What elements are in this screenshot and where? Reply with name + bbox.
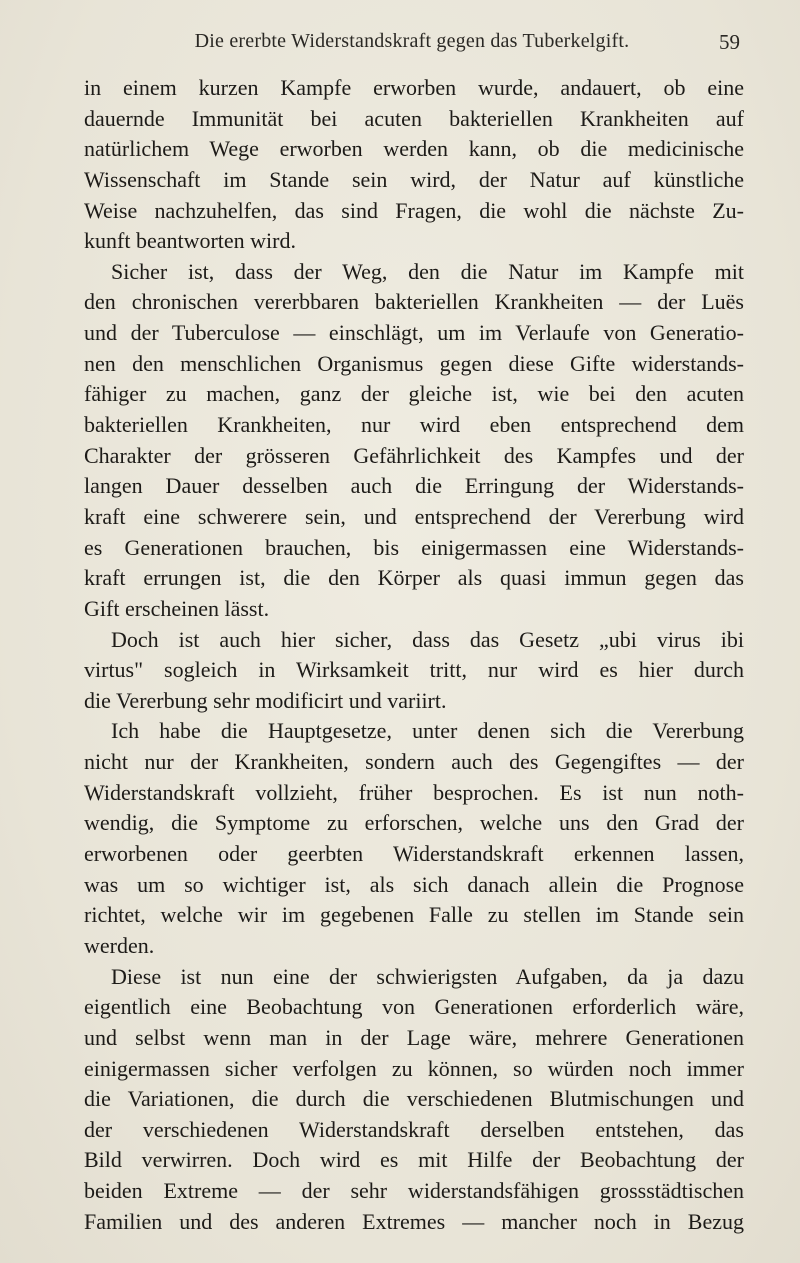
text-line: Sicher ist, dass der Weg, den die Natur im Kampfe mit xyxy=(111,258,744,284)
text-line: Gift erscheinen lässt. xyxy=(84,595,270,621)
text-line: Charakter der grösseren Gefährlichkeit des Kampfes und der xyxy=(84,442,744,468)
running-head xyxy=(84,30,740,56)
text-line: kunft beantworten wird. xyxy=(84,228,296,254)
text-line: richtet, welche wir im gegebenen Falle zu stellen im Stande sein xyxy=(84,902,744,928)
text-line: kraft eine schwerere sein, und entsprechend der Vererbung wird xyxy=(84,503,744,529)
text-line: virtus" sogleich in Wirksamkeit tritt, nur wird es hier durch xyxy=(84,657,744,683)
text-line: die Variationen, die durch die verschiedenen Blutmischungen und xyxy=(84,1086,744,1112)
text-line: wendig, die Symptome zu erforschen, welche uns den Grad der xyxy=(84,810,744,836)
text-line: Doch ist auch hier sicher, dass das Gesetz „ubi virus ibi xyxy=(111,626,744,652)
text-line: nicht nur der Krankheiten, sondern auch des Gegengiftes — der xyxy=(84,749,744,775)
text-line: in einem kurzen Kampfe erworben wurde, andauert, ob eine xyxy=(84,75,744,100)
text-line: den chronischen vererbbaren bakteriellen Krankheiten — der Luës xyxy=(84,289,744,315)
text-line: was um so wichtiger ist, als sich danach allein die Prognose xyxy=(84,871,744,897)
text-line: Ich habe die Hauptgesetze, unter denen sich die Vererbung xyxy=(111,718,744,744)
text-line: der verschiedenen Widerstandskraft derselben entstehen, das xyxy=(84,1116,744,1142)
text-line: einigermassen sicher verfolgen zu können, so würden noch immer xyxy=(84,1055,744,1081)
text-line: nen den menschlichen Organismus gegen diese Gifte widerstands- xyxy=(84,350,744,376)
text-line: beiden Extreme — der sehr widerstandsfähigen grossstädtischen xyxy=(84,1178,744,1204)
text-line: Wissenschaft im Stande sein wird, der Natur auf künstliche xyxy=(84,166,744,192)
page-number: 59 xyxy=(719,30,740,54)
text-line: eigentlich eine Beobachtung von Generationen erforderlich wäre, xyxy=(84,994,744,1020)
text-line: natürlichem Wege erworben werden kann, ob die medicinische xyxy=(84,136,744,162)
text-line: Familien und des anderen Extremes — mancher noch in Bezug xyxy=(84,1208,744,1234)
text-line: und der Tuberculose — einschlägt, um im Verlaufe von Generatio- xyxy=(84,320,744,346)
text-line: werden. xyxy=(84,932,155,958)
running-title: Die ererbte Widerstandskraft gegen das Tuberkelgift. xyxy=(194,30,630,52)
text-line: es Generationen brauchen, bis einigermassen eine Widerstands- xyxy=(84,534,744,560)
text-line: fähiger zu machen, ganz der gleiche ist, wie bei den acuten xyxy=(84,381,744,407)
text-line: Diese ist nun eine der schwierigsten Aufgaben, da ja dazu xyxy=(111,963,744,989)
text-line: Widerstandskraft vollzieht, früher besprochen. Es ist nun noth- xyxy=(84,779,744,805)
text-line: Bild verwirren. Doch wird es mit Hilfe der Beobachtung der xyxy=(84,1147,744,1173)
body-text xyxy=(84,73,744,1237)
text-line: erworbenen oder geerbten Widerstandskraft erkennen lassen, xyxy=(84,841,744,867)
text-line: die Vererbung sehr modificirt und variirt. xyxy=(84,687,447,713)
text-line: langen Dauer desselben auch die Erringung der Widerstands- xyxy=(84,473,744,499)
text-line: bakteriellen Krankheiten, nur wird eben entsprechend dem xyxy=(84,412,744,438)
text-line: dauernde Immunität bei acuten bakteriellen Krankheiten auf xyxy=(84,105,744,131)
text-line: kraft errungen ist, die den Körper als quasi immun gegen das xyxy=(84,565,744,591)
text-line: und selbst wenn man in der Lage wäre, mehrere Generationen xyxy=(84,1024,744,1050)
text-line: Weise nachzuhelfen, das sind Fragen, die wohl die nächste Zu- xyxy=(84,197,744,223)
